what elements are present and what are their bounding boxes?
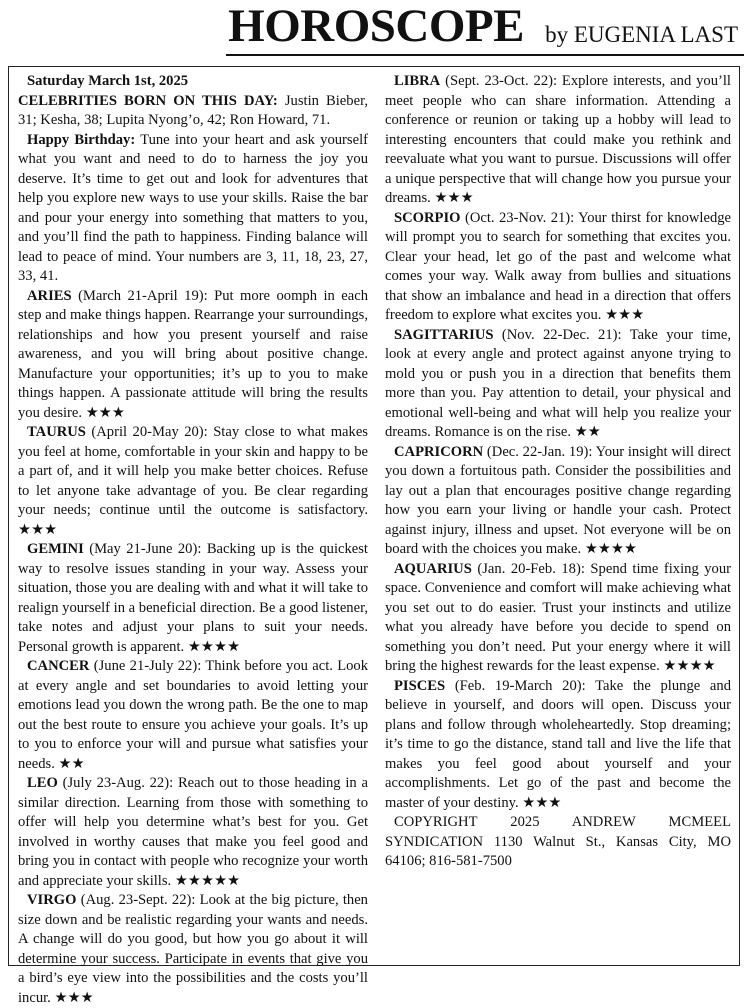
star-rating: ★★★ xyxy=(54,989,94,1006)
sign-pisces xyxy=(385,677,731,814)
sign-name: AQUARIUS xyxy=(394,560,472,577)
sign-dates: (June 21-July 22): xyxy=(93,658,202,674)
sign-sagittarius xyxy=(385,326,731,443)
star-rating: ★★★ xyxy=(522,794,562,811)
sign-dates: (Aug. 23-Sept. 22): xyxy=(80,892,196,908)
sign-text: Reach out to those heading in a similar direction. Learning from those with something to offer will help you determine what’s best for you. Get involved in worthy causes that make you feel good and bring you in contact with people who recognize your worth and appreciate your skills. xyxy=(18,775,368,889)
sign-text: Stay close to what makes you feel at home, comfortable in your skin and happy to be a part of, and it will help you make better choices. Refuse to let anyone take advantage of you. Be clear regarding your needs; continue until the outcome is satisfactory. xyxy=(18,424,368,518)
sign-text: Put more oomph in each step and make things happen. Rearrange your surroundings, relationships and how you present yourself and raise awareness, and you will bring about positive change. Manufacture your opportunities; it’s up to you to make things happen. A passionate attitude will bring the results you desire. xyxy=(18,287,368,421)
sign-cancer xyxy=(18,657,368,774)
sign-capricorn xyxy=(385,443,731,560)
sign-name: LIBRA xyxy=(394,73,441,89)
sign-name: ARIES xyxy=(27,287,72,304)
sign-libra xyxy=(385,72,731,209)
sign-dates: (Oct. 23-Nov. 21): xyxy=(464,209,575,226)
sign-text: Explore interests, and you’ll meet people who can share information. Attending a conference or reunion or taking up a hobby will lead to interesting encounters that could make you rethink and reevaluate what you want to pursue. Discussions will offer a unique perspective that will change how you pursue your dreams. xyxy=(385,73,731,206)
sign-text: Your thirst for knowledge will prompt you to search for something that excites you. Clear your head, let go of the past and welcome what comes your way. Walk away from bullies and situations that show an imbalance and head in a direction that offers freedom to explore what excites you. xyxy=(385,209,732,323)
star-rating: ★★★★★ xyxy=(174,872,241,889)
star-rating: ★★★ xyxy=(434,190,474,206)
sign-text: Take the plunge and believe in yourself, and doors will open. Discuss your plans and follow through wholeheartedly. Stop dreaming; it’s time to go the distance, stand tall and live the life that makes you feel good about yourself and your accomplishments. Let go of the past and become the master of your destiny. xyxy=(385,677,731,811)
sign-dates: (Sept. 23-Oct. 22): xyxy=(445,73,558,89)
star-rating: ★★ xyxy=(574,424,601,440)
sign-leo xyxy=(18,774,368,891)
sign-aries xyxy=(18,287,368,424)
sign-name: PISCES xyxy=(394,677,446,694)
sign-text: Spend time fixing your space. Convenience and comfort will make achieving what you set out to do easier. Trust your instincts and utilize what you already have before you decide to spend on something you don’t need. Put your energy where it will bring the highest rewards for the least expense. xyxy=(385,560,732,674)
byline: by EUGENIA LAST xyxy=(545,22,738,47)
sign-text: Take your time, look at every angle and protect against anyone trying to mold you or push you in a direction that benefits them more than you. Pay attention to detail, your physical and emotional well-being and what will help you realize your dreams. Romance is on the rise. xyxy=(385,326,731,440)
sign-taurus xyxy=(18,423,368,540)
sign-gemini xyxy=(18,540,368,657)
sign-name: GEMINI xyxy=(27,541,84,557)
masthead xyxy=(0,0,750,56)
sign-dates: (April 20-May 20): xyxy=(91,424,208,440)
star-rating: ★★ xyxy=(58,755,85,772)
sign-virgo xyxy=(18,891,368,1008)
sign-name: CANCER xyxy=(27,658,90,674)
copyright-notice: COPYRIGHT 2025 ANDREW MCMEEL SYNDICATION 1130 Walnut St., Kansas City, MO 64106; 816-581-7500 xyxy=(385,814,731,869)
sign-name: SCORPIO xyxy=(394,209,461,226)
star-rating: ★★★★ xyxy=(187,638,241,655)
sign-dates: (March 21-April 19): xyxy=(78,287,208,304)
horoscope-box xyxy=(8,66,740,1006)
right-column xyxy=(385,72,731,872)
sign-scorpio xyxy=(385,209,731,326)
sign-dates: (Nov. 22-Dec. 21): xyxy=(501,326,622,343)
sign-aquarius xyxy=(385,560,731,677)
column-title: HOROSCOPE xyxy=(228,0,524,52)
date-line: Saturday March 1st, 2025 xyxy=(27,73,189,89)
sign-dates: (Jan. 20-Feb. 18): xyxy=(477,560,585,577)
left-column xyxy=(18,72,368,1008)
sign-dates: (May 21-June 20): xyxy=(89,541,202,557)
sign-name: VIRGO xyxy=(27,892,77,908)
sign-text: Think before you act. Look at every angle and set boundaries to avoid letting your emotions lead you down the wrong path. Be the one to map out the best route to ensure you achieve your goals. It’s up to you to enforce your will and pursue what satisfies your needs. xyxy=(18,658,369,772)
sign-text: Look at the big picture, then size down and be realistic regarding your wants and needs. A change will do you good, but how you go about it will determine your success. Participate in events that give you a bird’s eye view into the possibilities and the costs you’ll incur. xyxy=(18,892,368,1006)
sign-name: CAPRICORN xyxy=(394,443,484,460)
sign-text: Your insight will direct you down a fortuitous path. Consider the possibilities and lay out a plan that encourages positive change regarding how you earn your living or handle your cash. Protect against injury, illness and upset. Not everyone will be on board with the choices you make. xyxy=(385,443,731,557)
star-rating: ★★★ xyxy=(85,404,125,421)
birthday-text: Tune into your heart and ask yourself what you want and need to do to harness the joy you deserve. It’s time to get out and look for adventures that help you explore new ways to use your skills. Raise the bar and pour your energy into something that matters to you, and you’ll find the path to happiness. Finding balance will lead to peace of mind. Your numbers are 3, 11, 18, 23, 27, 33, 41. xyxy=(18,131,368,284)
sign-dates: (Feb. 19-March 20): xyxy=(454,677,586,694)
star-rating: ★★★ xyxy=(18,521,58,538)
birthday-paragraph xyxy=(18,131,368,287)
star-rating: ★★★★ xyxy=(584,541,638,557)
sign-dates: (July 23-Aug. 22): xyxy=(62,775,174,791)
sign-name: TAURUS xyxy=(27,424,86,440)
header-rule xyxy=(226,54,744,56)
star-rating: ★★★★ xyxy=(663,658,716,674)
sign-name: LEO xyxy=(27,775,58,791)
celebrities-paragraph xyxy=(18,92,368,131)
sign-dates: (Dec. 22-Jan. 19): xyxy=(486,443,593,460)
celebrities-label: CELEBRITIES BORN ON THIS DAY: xyxy=(18,92,278,109)
celebrities-text: Justin Bieber, 31; Kesha, 38; Lupita Nyong’o, 42; Ron Howard, 71. xyxy=(18,92,368,128)
sign-text: Backing up is the quickest way to resolve issues standing in your way. Assess your situation, those you are dealing with and what it will take to realign yourself in a beneficial direction. Be a good listener, take notes and adjust your plans to suit your needs. Personal growth is apparent. xyxy=(18,541,368,655)
birthday-label: Happy Birthday: xyxy=(27,131,136,148)
star-rating: ★★★ xyxy=(605,307,645,323)
sign-name: SAGITTARIUS xyxy=(394,326,494,343)
